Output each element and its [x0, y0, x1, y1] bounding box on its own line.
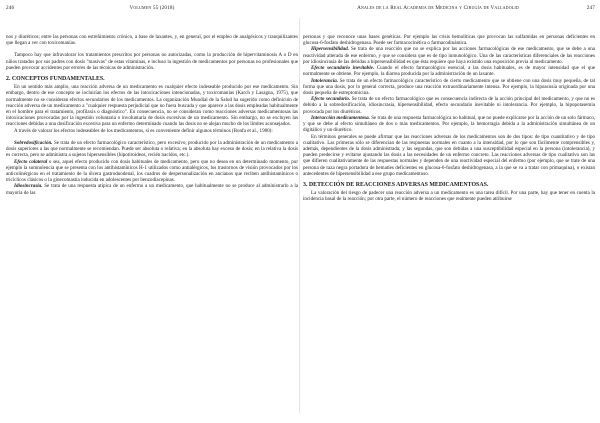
paragraph: En un sentido más amplio, una reacción adversa de un medicamento es cualquier efecto indeseable producido por ese medicamento. Sin embargo, dentro de ese concepto se incluirían los efectos de las intoxicaciones intencionadas, y toxicomanías (Karch y Lasagna, 1975), que normalmente no se consideran efectos secundarios de los medicamentos. La organización Mundial de la Salud ha sugerido como definición de reacción adversa de un medicamento a "cualquier respuesta perjudicial que no fuera buscada y que aparece a las dosis empleadas habitualmente en el hombre para el tratamiento, profilaxis o diagnóstico". En consecuencia, no se consideran como reacciones adversas medicamentosas las intoxicaciones provocadas por la ingestión voluntaria o involuntaria de dosis excesivas de un medicamento. Sin embargo, no se excluyen las reacciones debidas a una dosificación excesiva para un enfermo determinado cuando las dosis no se alejan mucho de los límites aconsejados.: [6, 84, 298, 128]
definition-term: Hipersensibilidad.: [311, 46, 349, 53]
definition-paragraph: [303, 78, 595, 97]
definition-text: Se trata de un efecto farmacológico característico, pero excesivo, producido por la administración de un medicamento a dosis superiores a las que normalmente se recomiendan. Puede ser absoluta o relativa; en la absoluta hay exceso de dosis; en la relativa la dosis es correcta, pero se administra a sujetos hipersensibles (hipotiroideos, recién nacidos, etc.).: [6, 139, 298, 159]
page-gutter: [299, 18, 300, 413]
paragraph: La valoración del riesgo de padecer una reacción adversa a un medicamento es una tarea difícil. Por una parte, hay que tener en cuenta la incidencia basal de la reacción; por otra parte, el número de reacciones que realmente pueden atribuirse: [303, 190, 595, 203]
paragraph: nos y diuréticos; entre las personas con estreñimiento crónico, a base de laxantes, y, en general, por el empleo de analgésicos y tranquilizantes que llegan a ver con toxicomanías.: [6, 34, 298, 47]
section-heading: 2. CONCEPTOS FUNDAMENTALES.: [6, 76, 105, 83]
right-page-number: 247: [586, 5, 595, 11]
left-running-header: [6, 5, 298, 15]
definition-paragraph: [303, 65, 595, 77]
definition-term: Efecto secundario.: [311, 96, 351, 103]
definition-paragraph: [6, 159, 298, 184]
paragraph: En términos generales se puede afirmar que las reacciones adversas de los medicamentos son de dos tipos: de tipo cuantitativo y de tipo cualitativo. Las primeras sólo se diferencian de las respuestas normales en cuanto a la intensidad, por lo que son fácilmente comprensibles y, además, dependientes de la dosis administrada; y las segundas, que son debidas a una susceptibilidad especial en la persona (intolerancia), y pueden predecirse y evitarse ajustando las dosis a las necesidades de un enfermo concreto. Las reacciones adversas de tipo cualitativo son las que difieren cualitativamente de las respuestas normales y dependen de una reactividad especial del enfermo (por ejemplo, que se trate de una persona de raza negra portadora de hematíes deficientes en glucosa-6-fosfato deshidrogenasa, a la que se va a tratar con primaquina), o existan antecedentes de hipersensibilidad a ese grupo medicamentoso.: [303, 133, 595, 177]
right-body: [303, 34, 595, 202]
left-body: [6, 34, 298, 196]
definition-text: Se trata de una reacción que no se explica por las acciones farmacológicas de ese medicamento, que se debe a una reactividad alterada de ese enfermo, y que se considera que es de tipo inmunológico. Una de las características diferenciales de las reacciones por idiosincrasia de las debidas a hipersensibilidad es que ésta requiere que haya existido una exposición previa al medicamento.: [303, 46, 595, 65]
definition-term: Efecto colateral: [14, 158, 48, 165]
definition-paragraph: [303, 96, 595, 115]
definition-term: Interacción medicamentosa.: [311, 114, 370, 121]
definition-text: Se trata de un efecto farmacológico que es consecuencia indirecta de la acción principal del medicamento, y que no es debido a la sobredosificación, idiosincrasia, hipersensibilidad, efecto secundario inevitable ni intolerancia. Por ejemplo, la hipopotasemia provocada por los diuréticos.: [303, 96, 595, 115]
paragraph: A través de valorar los efectos indeseables de los medicamentos, sí es conveniente definir algunos términos (Bonfa et al., 1980):: [14, 127, 273, 134]
definition-paragraph: [303, 46, 595, 65]
left-page: [6, 0, 298, 423]
paragraph: personas y que reconoce unas bases genéticas. Por ejemplo las crisis hemolíticas que provocan las sulfamidas en personas deficientes en glucosa-6-fosfato deshidrogenasa. Puede ser farmacocinética o farmacodinámica.: [303, 34, 595, 47]
definition-paragraph: [6, 140, 298, 159]
right-page: [303, 0, 595, 423]
definition-text: o sea, aquel efecto producido con dosis habituales de medicamento, pero que no desea en un determinado momento, por ejemplo la somnolencia que se presenta con los antihistamínicos H-1 utilizados como antialérgicos, los trastornos de visión provocados por los anticolinérgicos en el tratamiento de la úlcera gastroduodenal, los cuadros de despersonalización en ancianos que reciben antihistamínicos o tricíclicos clásicos o la ginecomastia inducida en adolescentes por benzodiacepinas.: [6, 158, 298, 184]
left-running-head: Volumen 55 (2018): [129, 5, 175, 11]
definition-term: Efecto secundario inevitable.: [311, 65, 375, 72]
definition-text: Se trata de una respuesta farmacológica no habitual, que no puede explicarse por la acción de un solo fármaco, y que se debe al efecto simultáneo de dos o más medicamentos. Por ejemplo, la hemorragia debida a la administración simultánea de un digitálico y un diurético.: [303, 114, 595, 134]
definition-term: Sobredosificación.: [14, 139, 53, 146]
right-running-header: [303, 5, 595, 15]
definition-text: Se trata de una respuesta atípica de un enfermo a un medicamento, que habitualmente no se produce al administrarlo a la mayoría de las: [6, 183, 298, 196]
definition-term: Intolerancia.: [311, 77, 339, 84]
definition-paragraph: [6, 183, 298, 195]
definition-paragraph: [303, 115, 595, 134]
definition-term: Idiosincrasia.: [14, 183, 43, 190]
paragraph: Tampoco hay que infravalorar los tratamientos prescritos por personas no autorizadas, como la producción de hipervitaminosis A o D en niños tratados por sus padres con dosis "masivas" de estas vitaminas, e incluso la ingestión de medicamentos por personas no profesionales que pueden provocar accidentes por errores de las técnicas de administración.: [6, 52, 298, 71]
right-running-head: Anales de la Real Academia de Medicina y Cirugía de Valladolid: [357, 5, 519, 11]
definition-text: Cuando el efecto farmacológico esencial, a las dosis habituales, es de mayor intensidad que el que normalmente se obtiene. Por ejemplo, la diarrea producida por la administración de un laxante.: [303, 65, 595, 78]
definition-text: Se trata de un efecto farmacológico característico de cierto medicamento que se obtiene con una dosis muy pequeña, de tal forma que una dosis, por lo general correcta, produce una reacción extraordinariamente intensa. Por ejemplo, la hipoacusia originada por una dosis pequeña de estreptomicina.: [303, 77, 595, 96]
section-heading: 3. DETECCIÓN DE REACCIONES ADVERSAS MEDICAMENTOSAS.: [303, 182, 489, 189]
left-page-number: 246: [6, 5, 15, 11]
